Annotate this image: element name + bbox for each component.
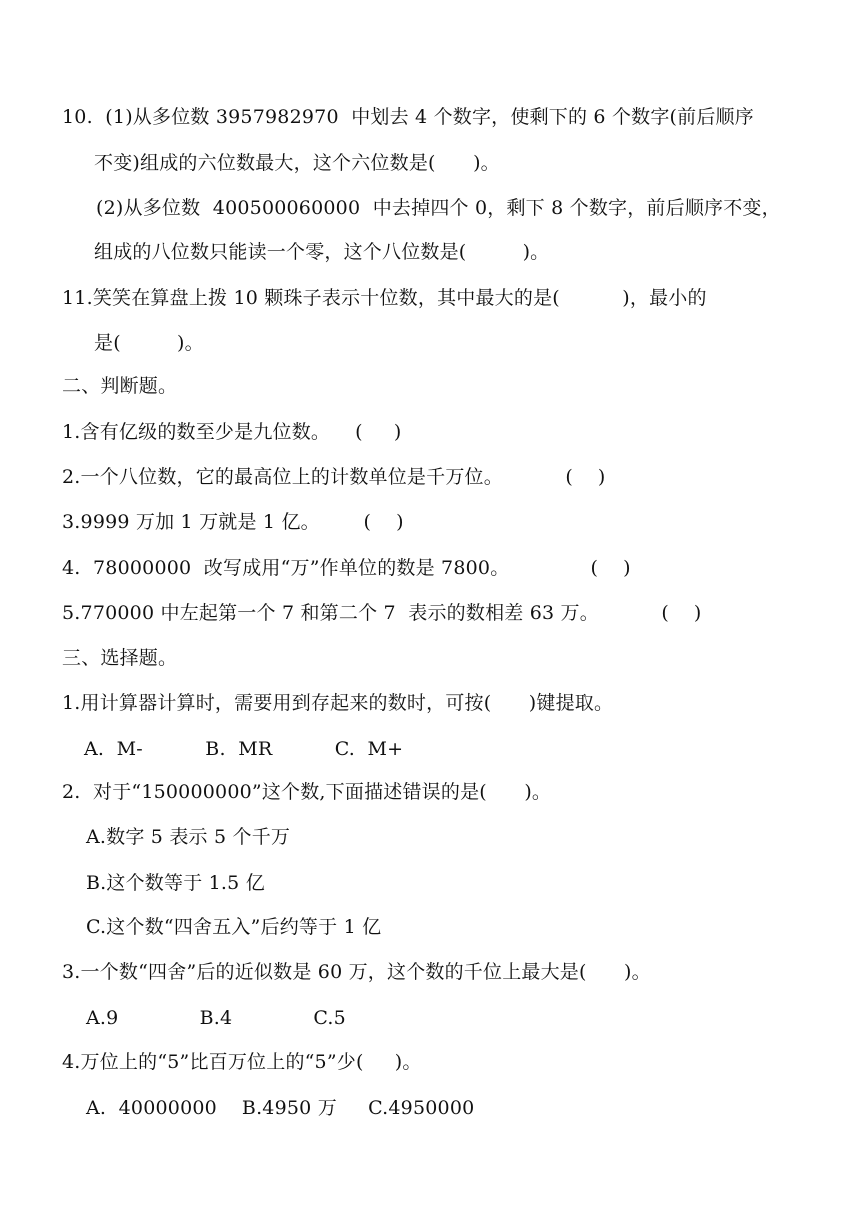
true-false-item-3: 3.9999 万加 1 万就是 1 亿。 ( ): [62, 511, 404, 533]
true-false-item-1: 1.含有亿级的数至少是九位数。 ( ): [62, 421, 402, 443]
question-11-line-1: 11.笑笑在算盘上拨 10 颗珠子表示十位数，其中最大的是( )，最小的: [62, 287, 707, 309]
section-heading-true-false: 二、判断题。: [62, 375, 178, 397]
question-10-line-2: 不变)组成的六位数最大，这个六位数是( )。: [94, 152, 500, 174]
choice-question-2-option-a: A.数字 5 表示 5 个千万: [86, 826, 291, 848]
choice-question-2-stem: 2. 对于“150000000”这个数,下面描述错误的是( )。: [62, 781, 552, 803]
choice-question-2-option-c: C.这个数“四舍五入”后约等于 1 亿: [86, 916, 382, 938]
choice-question-2-option-b: B.这个数等于 1.5 亿: [86, 872, 265, 894]
choice-question-1-stem: 1.用计算器计算时，需要用到存起来的数时，可按( )键提取。: [62, 692, 614, 714]
choice-question-4-options: A. 40000000 B.4950 万 C.4950000: [86, 1097, 475, 1119]
choice-question-3-options: A.9 B.4 C.5: [86, 1007, 346, 1029]
question-10-line-1: 10. (1)从多位数 3957982970 中划去 4 个数字，使剩下的 6 个数字(前后顺序: [62, 106, 754, 128]
true-false-item-4: 4. 78000000 改写成用“万”作单位的数是 7800。 ( ): [62, 557, 631, 579]
choice-question-1-options: A. M- B. MR C. M+: [84, 738, 404, 760]
section-heading-multiple-choice: 三、选择题。: [62, 647, 178, 669]
question-10-line-3: (2)从多位数 400500060000 中去掉四个 0，剩下 8 个数字，前后顺序不变，: [96, 197, 781, 219]
true-false-item-5: 5.770000 中左起第一个 7 和第二个 7 表示的数相差 63 万。 ( ): [62, 602, 702, 624]
question-11-line-2: 是( )。: [94, 332, 204, 354]
question-10-line-4: 组成的八位数只能读一个零，这个八位数是( )。: [94, 241, 550, 263]
choice-question-4-stem: 4.万位上的“5”比百万位上的“5”少( )。: [62, 1051, 422, 1073]
true-false-item-2: 2.一个八位数，它的最高位上的计数单位是千万位。 ( ): [62, 466, 606, 488]
choice-question-3-stem: 3.一个数“四舍”后的近似数是 60 万，这个数的千位上最大是( )。: [62, 961, 651, 983]
